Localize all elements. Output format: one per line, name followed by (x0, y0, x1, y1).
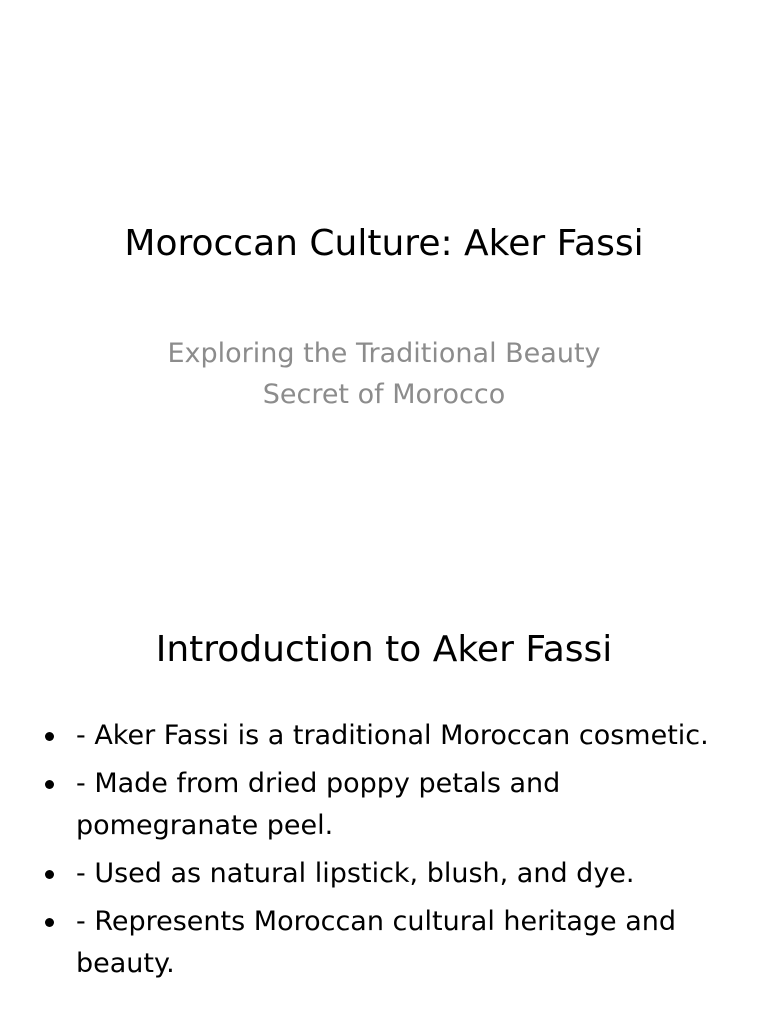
bullet-text: - Aker Fassi is a traditional Moroccan cosmetic. (76, 720, 709, 751)
bullet-dot-icon (45, 918, 54, 927)
content-slide (0, 576, 768, 1024)
list-item (40, 715, 730, 757)
slide-subtitle (120, 333, 648, 415)
bullet-text: - Represents Moroccan cultural heritage and beauty. (76, 906, 677, 979)
list-item (40, 763, 730, 847)
subtitle-line-2: Secret of Morocco (262, 379, 506, 410)
list-item (40, 853, 730, 895)
bullet-dot-icon (45, 870, 54, 879)
slide-title: Moroccan Culture: Aker Fassi (124, 223, 644, 264)
subtitle-line-1: Exploring the Traditional Beauty (167, 338, 601, 369)
bullet-text: - Made from dried poppy petals and pomegranate peel. (76, 768, 561, 841)
slide-title: Introduction to Aker Fassi (155, 629, 613, 670)
list-item (40, 901, 730, 985)
bullet-dot-icon (45, 780, 54, 789)
bullet-dot-icon (45, 732, 54, 741)
bullet-text: - Used as natural lipstick, blush, and dye. (76, 858, 635, 889)
bullet-list (40, 715, 730, 991)
